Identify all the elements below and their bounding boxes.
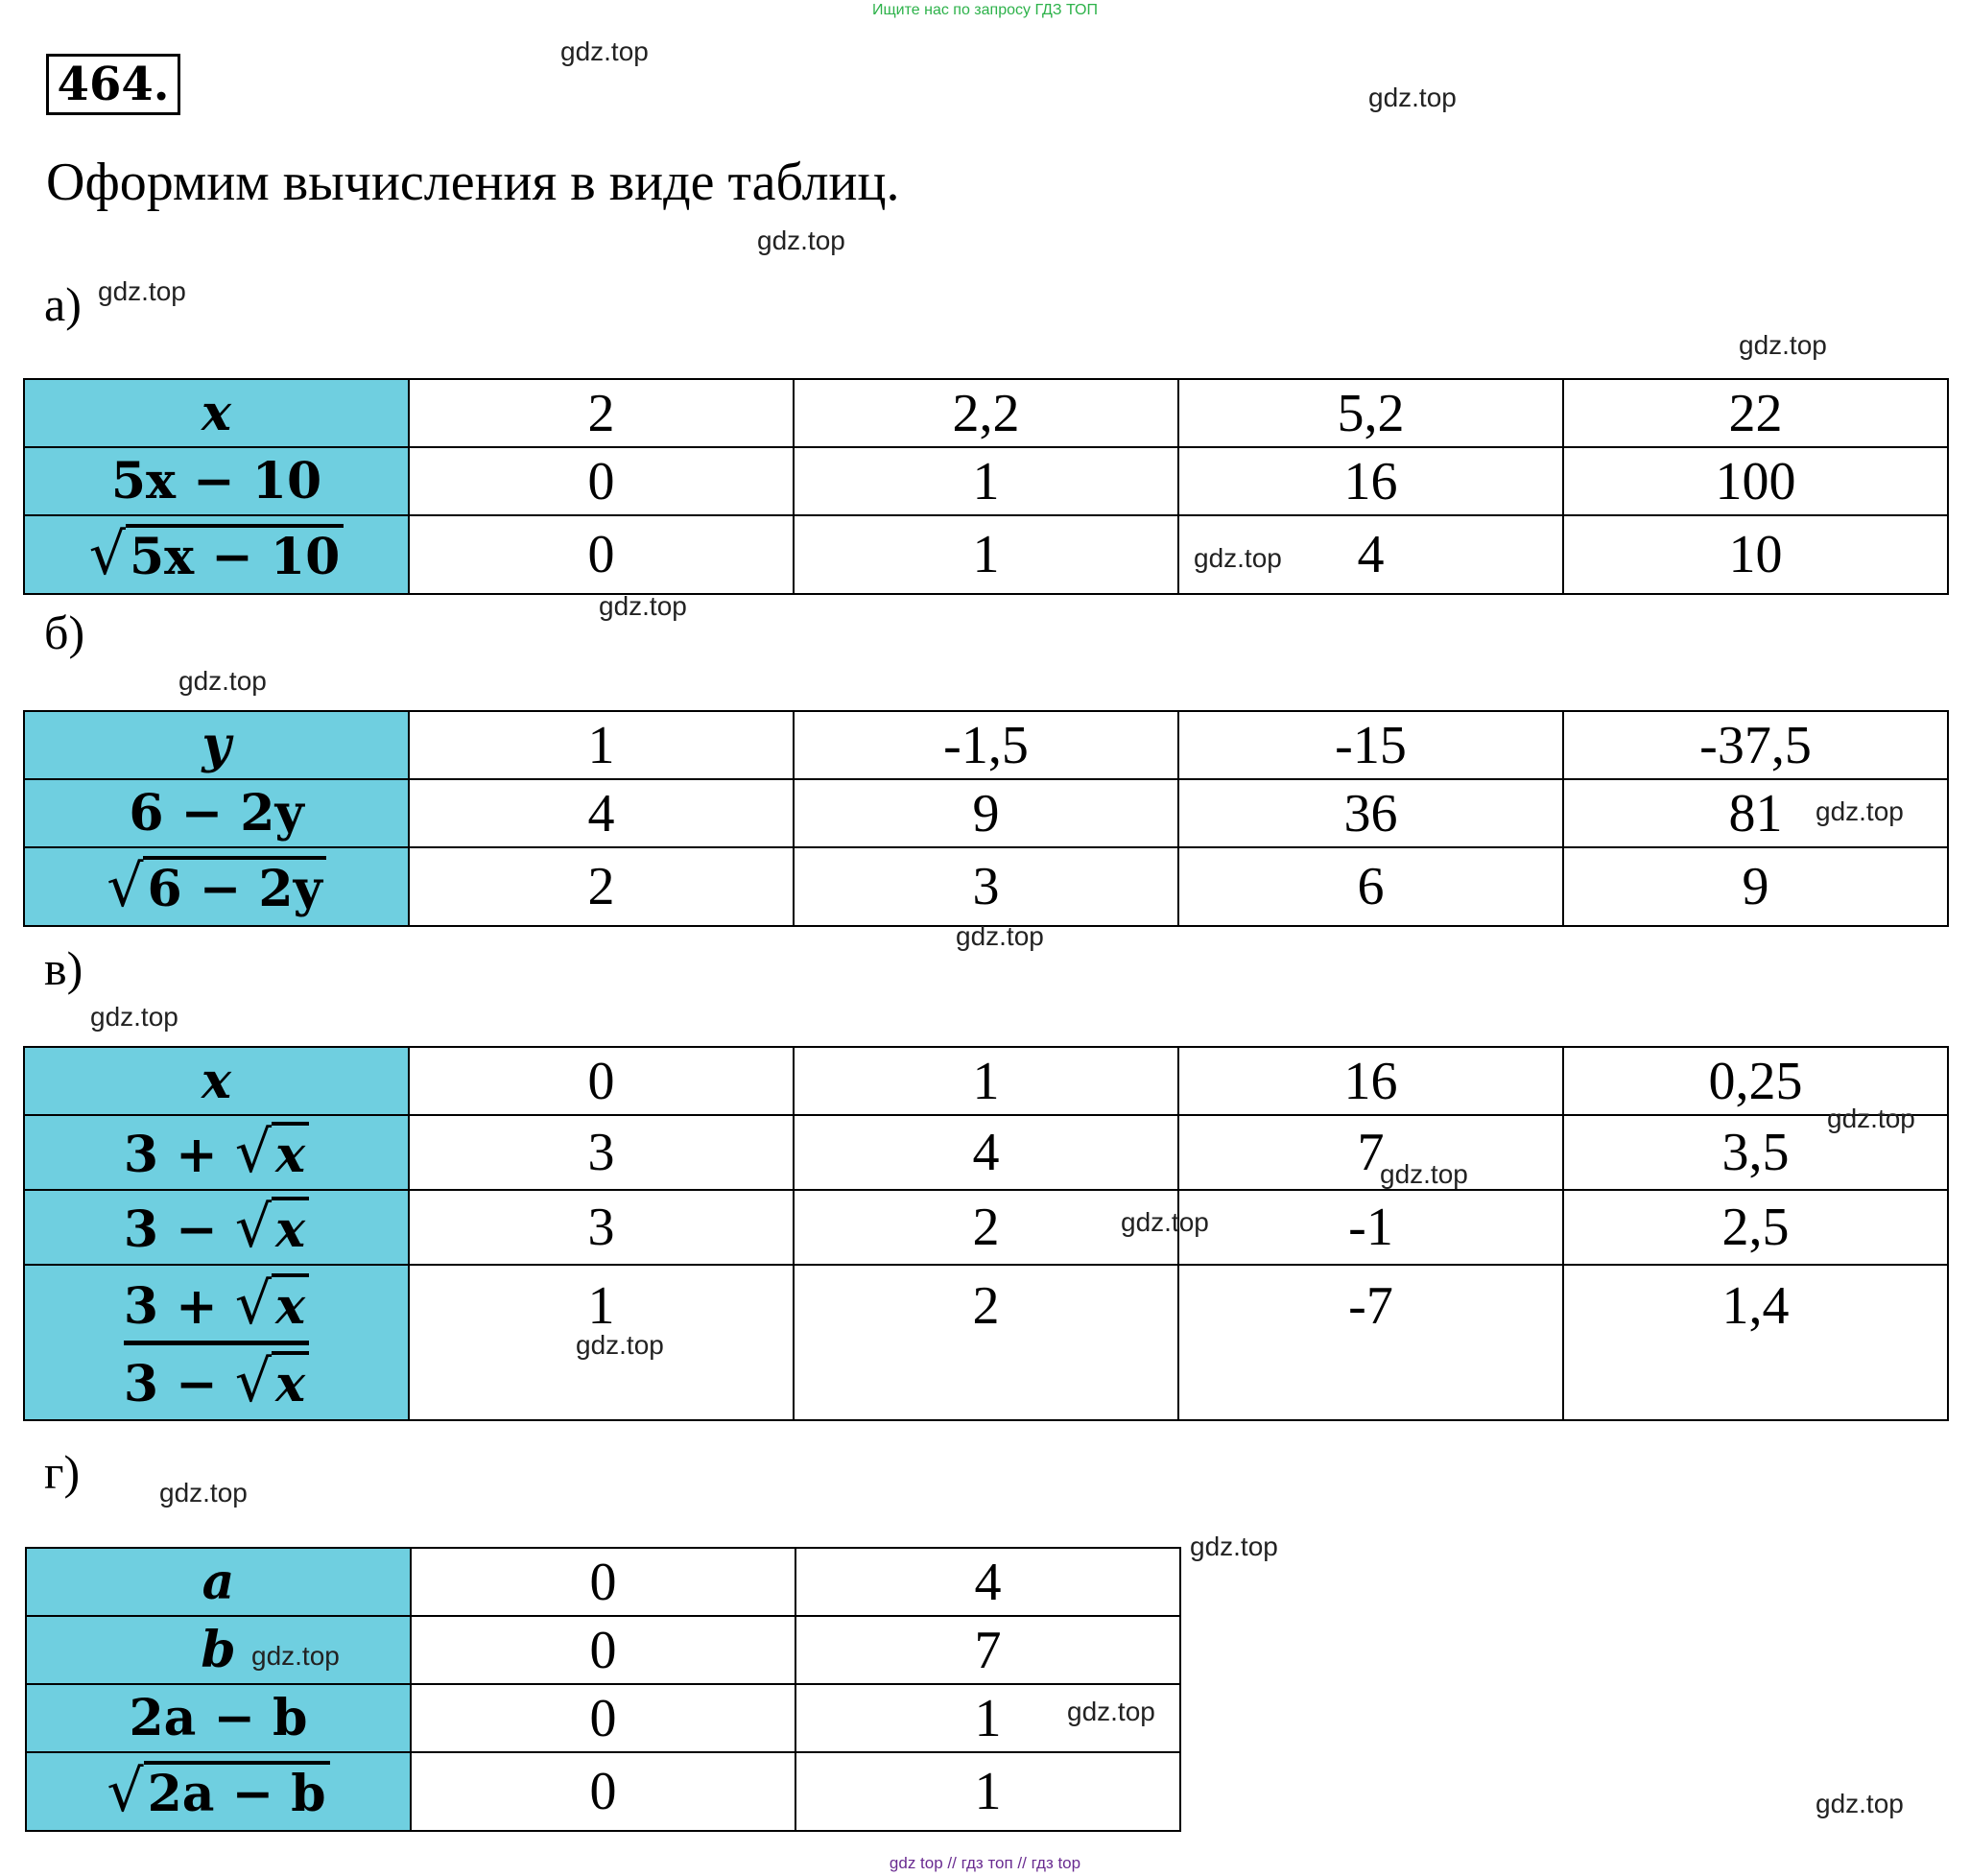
watermark: gdz.top [599,591,687,621]
watermark: gdz.top [956,921,1044,951]
sqrt-expression: √x [235,1124,309,1181]
table-cell: 6 [1178,847,1563,926]
watermark: gdz.top [1739,330,1827,360]
table-row [24,1190,1948,1265]
table-cell: 3 [794,847,1178,926]
table-cell: 1 [409,1265,794,1420]
table-row [24,779,1948,847]
table-row [24,1265,1948,1420]
table-cell: 10 [1563,515,1948,594]
watermark: gdz.top [98,276,186,306]
problem-number: 464. [46,54,180,115]
table-cell: 36 [1178,779,1563,847]
watermark: gdz.top [178,666,267,696]
table-row [26,1684,1180,1752]
watermark: gdz.top [251,1641,340,1671]
part-label-b: б) [44,606,85,659]
table-row [26,1548,1180,1616]
table-cell: 0 [409,447,794,515]
table-cell: 1 [795,1752,1180,1831]
table-cell: 81 [1563,779,1948,847]
table-cell: 3 [409,1115,794,1190]
top-banner: Ищите нас по запросу ГДЗ ТОП [872,2,1098,18]
watermark: gdz.top [1121,1207,1209,1237]
table-cell: 0 [411,1752,795,1831]
table-cell: 0 [411,1548,795,1616]
table-cell: 0,25 [1563,1047,1948,1115]
watermark: gdz.top [90,1002,178,1032]
table-cell: 4 [409,779,794,847]
row-header [24,515,409,594]
table-a [23,378,1949,595]
table-cell: 9 [794,779,1178,847]
row-header: a [26,1548,411,1616]
table-row [24,711,1948,779]
table-cell: 7 [1178,1115,1563,1190]
table-cell: 2 [409,379,794,447]
sqrt-expression: √5x − 10 [89,526,344,583]
table-cell: 1 [794,515,1178,594]
table-cell: 22 [1563,379,1948,447]
table-row [26,1616,1180,1684]
row-header: x [24,379,409,447]
row-header: 3 − √x [24,1190,409,1265]
row-header: 5x − 10 [24,447,409,515]
part-label-a: а) [44,277,82,331]
row-header [24,1265,409,1420]
watermark: gdz.top [1816,796,1904,826]
table-cell: 0 [411,1684,795,1752]
table-cell: 1 [794,1047,1178,1115]
table-row [24,447,1948,515]
table-cell: 100 [1563,447,1948,515]
table-cell: -1,5 [794,711,1178,779]
table-cell: 2,2 [794,379,1178,447]
watermark: gdz.top [560,36,649,66]
sqrt-expression: √2a − b [107,1763,329,1820]
table-row [24,847,1948,926]
table-cell: 0 [409,515,794,594]
watermark: gdz.top [1194,543,1282,573]
table-cell: 4 [795,1548,1180,1616]
table-row [24,1115,1948,1190]
watermark: gdz.top [1816,1789,1904,1818]
sqrt-icon: √ [234,1270,273,1338]
table-cell: -1 [1178,1190,1563,1265]
watermark: gdz.top [159,1478,248,1508]
sqrt-icon: √ [107,1758,144,1825]
footer: gdz top // гдз топ // гдз top [889,1854,1081,1872]
table-cell: 2 [794,1190,1178,1265]
table-cell: 5,2 [1178,379,1563,447]
watermark: gdz.top [1827,1104,1915,1133]
fraction: 3 + √x 3 − √x [124,1273,309,1413]
row-header: 6 − 2y [24,779,409,847]
watermark: gdz.top [1067,1697,1155,1726]
row-header [24,847,409,926]
table-cell: -7 [1178,1265,1563,1420]
table-cell: 4 [1178,515,1563,594]
table-g [25,1547,1181,1832]
table-b [23,710,1949,927]
table-cell: 2,5 [1563,1190,1948,1265]
row-header: 2a − b [26,1684,411,1752]
table-row [24,379,1948,447]
row-header [26,1752,411,1831]
watermark: gdz.top [757,226,845,255]
sqrt-expression: √6 − 2y [107,858,326,915]
table-cell: 16 [1178,447,1563,515]
table-cell: 1 [409,711,794,779]
row-header: b [26,1616,411,1684]
watermark: gdz.top [1380,1159,1468,1189]
table-row [26,1752,1180,1831]
sqrt-icon: √ [234,1119,273,1186]
table-cell: 1 [795,1684,1180,1752]
table-cell: 4 [794,1115,1178,1190]
sqrt-icon: √ [234,1194,273,1261]
row-header: 3 + √x [24,1115,409,1190]
row-header: y [24,711,409,779]
fraction-bar [124,1341,309,1345]
table-cell: 1,4 [1563,1265,1948,1420]
sqrt-icon: √ [234,1347,273,1415]
sqrt-expression: √x [235,1199,309,1256]
table-row [24,515,1948,594]
table-v [23,1046,1949,1421]
row-header: x [24,1047,409,1115]
table-cell: 3,5 [1563,1115,1948,1190]
sqrt-icon: √ [107,853,144,920]
table-cell: 0 [409,1047,794,1115]
watermark: gdz.top [1368,83,1457,112]
part-label-v: в) [44,941,83,995]
table-cell: 0 [411,1616,795,1684]
table-cell: -15 [1178,711,1563,779]
sqrt-icon: √ [88,521,126,588]
table-cell: 2 [794,1265,1178,1420]
table-cell: -37,5 [1563,711,1948,779]
watermark: gdz.top [576,1330,664,1360]
watermark: gdz.top [1190,1532,1278,1561]
table-cell: 7 [795,1616,1180,1684]
table-row [24,1047,1948,1115]
table-cell: 3 [409,1190,794,1265]
table-cell: 9 [1563,847,1948,926]
part-label-g: г) [44,1445,81,1499]
intro-text: Оформим вычисления в виде таблиц. [46,153,900,212]
table-cell: 2 [409,847,794,926]
table-cell: 16 [1178,1047,1563,1115]
table-cell: 1 [794,447,1178,515]
